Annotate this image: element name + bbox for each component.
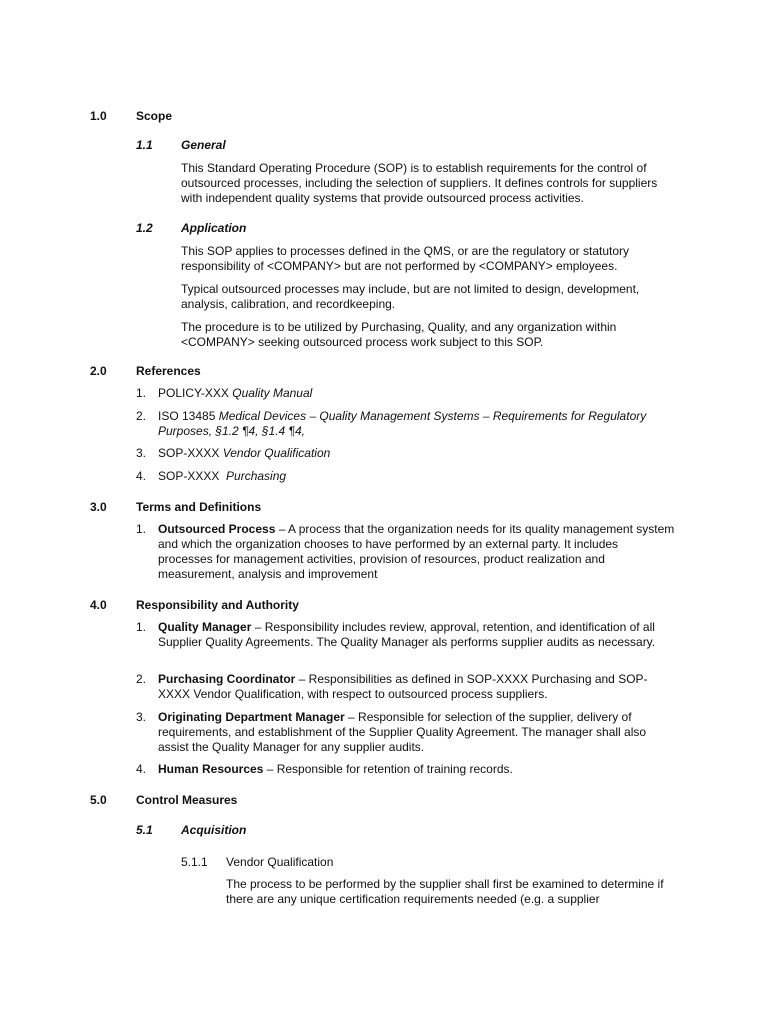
section-number: 2.0 [90,364,107,378]
section-title-terms: Terms and Definitions [136,500,262,514]
list-number: 1. [136,386,147,400]
list-number: 4. [136,762,147,776]
list-text: SOP-XXXX Purchasing [158,469,287,483]
clause-title-vendor-qualification: Vendor Qualification [226,855,334,869]
paragraph: The procedure is to be utilized by Purchasing, Quality, and any organization within <COMPANY> seeking outsourced process work subject to this SOP. [181,320,617,349]
section-title-responsibility: Responsibility and Authority [136,598,299,612]
section-number: 3.0 [90,500,107,514]
paragraph: Typical outsourced processes may include, but are not limited to design, development, analysis, calibration, and recordkeeping. [181,282,640,311]
subsection-number: 1.1 [136,138,153,152]
paragraph: This SOP applies to processes defined in the QMS, or are the regulatory or statutory responsibility of <COMPANY> but are not performed by <COMPANY> employees. [181,244,630,273]
section-number: 5.0 [90,793,107,807]
paragraph: The process to be performed by the supplier shall first be examined to determine if there are any unique certification requirements needed (e.g. a supplier [226,877,664,906]
clause-number: 5.1.1 [181,855,208,869]
subsection-number: 5.1 [136,823,153,837]
paragraph: This Standard Operating Procedure (SOP) is to establish requirements for the control of outsourced processes, including the selection of suppliers. It defines controls for suppliers with independent quality systems that provide outsourced process activities. [181,161,658,205]
list-number: 4. [136,469,147,483]
list-text: POLICY-XXX Quality Manual [158,386,313,400]
responsibility-text: Originating Department Manager – Responsible for selection of the supplier, delivery of requirements, and establishment of the Supplier Quality Agreement. The manager shall also assist the Quality Manager for any supplier audits. [158,710,647,754]
section-number: 1.0 [90,109,107,123]
list-number: 3. [136,710,147,724]
list-number: 1. [136,522,147,536]
responsibility-text: Human Resources – Responsible for retention of training records. [158,762,513,776]
responsibility-text: Purchasing Coordinator – Responsibilities as defined in SOP-XXXX Purchasing and SOP-XXXX Vendor Qualification, with respect to outsourced process suppliers. [158,672,648,701]
subsection-title-application: Application [181,221,247,235]
subsection-title-general: General [181,138,226,152]
list-number: 1. [136,620,147,634]
definition-text: Outsourced Process – A process that the organization needs for its quality management system and which the organization chooses to have performed by an external party. It includes processes for management activities, provision of resources, product realization and measurement, analysis and improvement [158,522,675,581]
section-title-references: References [136,364,201,378]
list-number: 3. [136,446,147,460]
list-number: 2. [136,672,147,686]
subsection-title-acquisition: Acquisition [181,823,247,837]
subsection-number: 1.2 [136,221,153,235]
list-number: 2. [136,409,147,423]
section-title-scope: Scope [136,109,173,123]
list-text: SOP-XXXX Vendor Qualification [158,446,331,460]
responsibility-text: Quality Manager – Responsibility includes review, approval, retention, and identification of all Supplier Quality Agreements. The Quality Manager als performs supplier audits as necessary. [158,620,656,649]
section-number: 4.0 [90,598,107,612]
section-title-control-measures: Control Measures [136,793,238,807]
list-text: ISO 13485 Medical Devices – Quality Management Systems – Requirements for Regulatory Purposes, §1.2 ¶4, §1.4 ¶4, [158,409,647,438]
